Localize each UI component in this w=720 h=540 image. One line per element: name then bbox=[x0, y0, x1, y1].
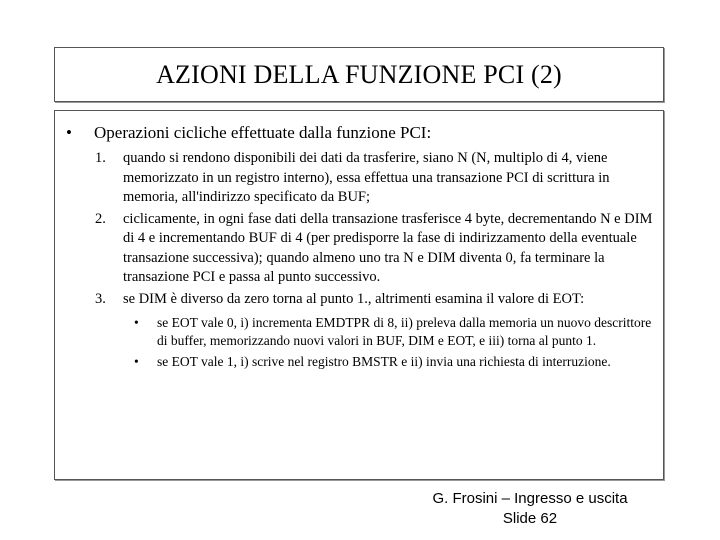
bullet-marker: • bbox=[66, 123, 72, 142]
steps-list bbox=[95, 149, 657, 374]
list-item bbox=[95, 290, 657, 372]
content-box bbox=[54, 110, 664, 480]
list-item bbox=[95, 149, 657, 208]
sub-list bbox=[123, 314, 657, 371]
sub-item-text: se EOT vale 0, i) incrementa EMDTPR di 8, ii) preleva dalla memoria un nuovo descrittore di buffer, memorizzando nuovi valori in BUF, DIM e EOT, e iii) torna al punto 1. bbox=[157, 315, 652, 348]
sub-item bbox=[123, 314, 657, 350]
step-text: se DIM è diverso da zero torna al punto 1., altrimenti esamina il valore di EOT: bbox=[123, 290, 585, 307]
footer-slide-number: Slide 62 bbox=[502, 510, 558, 527]
footer-author: G. Frosini – Ingresso e uscita bbox=[432, 490, 628, 507]
list-item bbox=[95, 210, 657, 288]
step-number: 1. bbox=[95, 150, 106, 166]
sub-bullet-marker: • bbox=[134, 354, 139, 369]
sub-item bbox=[123, 353, 657, 371]
step-text: quando si rendono disponibili dei dati da trasferire, siano N (N, multiplo di 4, viene memorizzato in un registro interno), essa effettua una transazione PCI di scrittura in memoria, all'indirizzo specificato da BUF; bbox=[123, 150, 610, 205]
footer bbox=[400, 489, 660, 529]
sub-item-text: se EOT vale 1, i) scrive nel registro BMSTR e ii) invia una richiesta di interruzione. bbox=[157, 354, 611, 369]
title-box bbox=[54, 47, 664, 102]
step-number: 2. bbox=[95, 210, 106, 227]
sub-bullet-marker: • bbox=[134, 315, 139, 330]
step-number: 3. bbox=[95, 290, 106, 307]
step-text: ciclicamente, in ogni fase dati della transazione trasferisce 4 byte, decrementando N e DIM di 4 e incrementando BUF di 4 (per predisporre la fase di indirizzamento della eventuale transazione successiva); quando almeno uno tra N e DIM diventa 0, fa terminare la transazione PCI e passa al punto successivo. bbox=[123, 210, 653, 285]
slide-title: AZIONI DELLA FUNZIONE PCI (2) bbox=[156, 59, 562, 89]
main-bullet bbox=[63, 123, 653, 143]
main-bullet-text: Operazioni cicliche effettuate dalla funzione PCI: bbox=[94, 123, 432, 142]
